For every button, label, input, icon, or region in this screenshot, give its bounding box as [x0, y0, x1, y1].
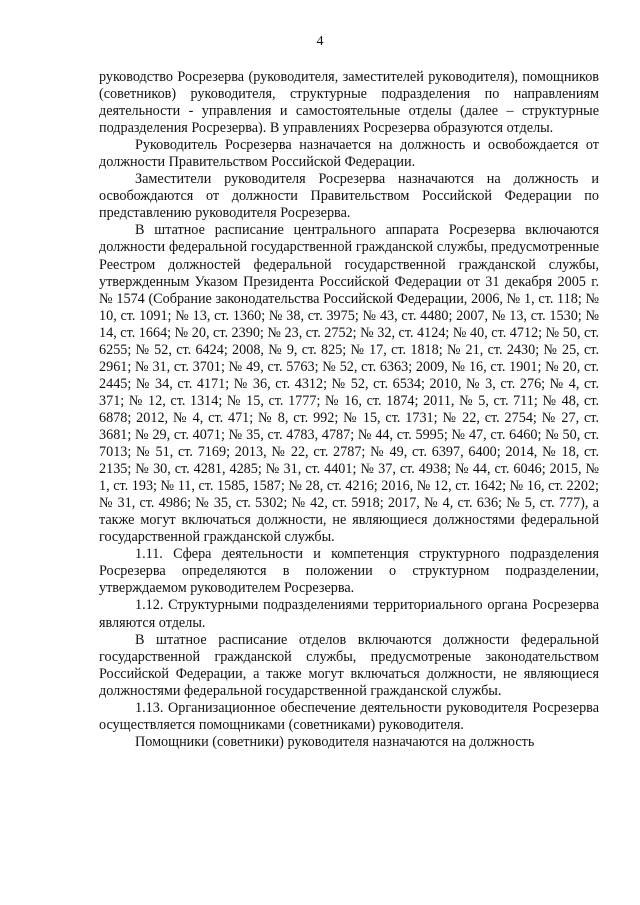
paragraph: В штатное расписание центрального аппарата Росрезерва включаются должности федеральной государственной гражданской службы, предусмотренные Реестром должностей федеральной государственной гражданской службы, утвержденным Указом Президента Российской Федерации от 31 декабря 2005 г. № 1574 (Собрание законодательства Российской Федерации, 2006, № 1, ст. 118; № 10, ст. 1091; № 13, ст. 1360; № 38, ст. 3975; № 43, ст. 4480; 2007, № 13, ст. 1530; № 14, ст. 1664; № 20, ст. 2390; № 23, ст. 2752; № 32, ст. 4124; № 40, ст. 4712; № 50, ст. 6255; № 52, ст. 6424; 2008, № 9, ст. 825; № 17, ст. 1818; № 21, ст. 2430; № 25, ст. 2961; № 31, ст. 3701; № 49, ст. 5763; № 52, ст. 6363; 2009, № 16, ст. 1901; № 20, ст. 2445; № 34, ст. 4171; № 36, ст. 4312; № 52, ст. 6534; 2010, № 3, ст. 276; № 4, ст. 371; № 12, ст. 1314; № 15, ст. 1777; № 16, ст. 1874; 2011, № 5, ст. 711; № 48, ст. 6878; 2012, № 4, ст. 471; № 8, ст. 992; № 15, ст. 1731; № 22, ст. 2754; № 27, ст. 3681; № 29, ст. 4071; № 35, ст. 4783, 4787; № 44, ст. 5995; № 47, ст. 6460; № 50, ст. 7013; № 51, ст. 7169; 2013, № 22, ст. 2787; № 49, ст. 6397, 6400; 2014, № 18, ст. 2135; № 30, ст. 4281, 4285; № 31, ст. 4401; № 37, ст. 4938; № 44, ст. 6046; 2015, № 1, ст. 193; № 11, ст. 1585, 1587; № 28, ст. 4216; 2016, № 12, ст. 1642; № 16, ст. 2202; № 31, ст. 4986; № 35, ст. 5302; № 42, ст. 5918; 2017, № 4, ст. 636; № 5, ст. 777), а также могут включаться должности, не являющиеся должностями федеральной государственной гражданской службы.: [99, 222, 600, 546]
paragraph: 1.12. Структурными подразделениями территориального органа Росрезерва являются отделы.: [99, 597, 599, 631]
paragraph: Руководитель Росрезерва назначается на должность и освобождается от должности Правительством Российской Федерации.: [99, 137, 599, 171]
paragraph: 1.11. Сфера деятельности и компетенция структурного подразделения Росрезерва определяются в положении о структурном подразделении, утверждаемом руководителем Росрезерва.: [99, 546, 599, 597]
paragraph: Помощники (советники) руководителя назначаются на должность: [135, 733, 535, 750]
page-number: 4: [316, 34, 324, 49]
paragraph: В штатное расписание отделов включаются должности федеральной государственной гражданской службы, предусмотреные законодательством Российской Федерации, а также могут включаться должности, не являющиеся должностями федеральной государственной гражданской службы.: [99, 631, 599, 699]
paragraph: Заместители руководителя Росрезерва назначаются на должность и освобождаются от должности Правительством Российской Федерации по представлению руководителя Росрезерва.: [99, 171, 599, 222]
document-body: [99, 69, 599, 751]
paragraph: руководство Росрезерва (руководителя, заместителей руководителя), помощников (советников) руководителя, структурные подразделения по направлениям деятельности - управления и самостоятельные отделы (далее – структурные подразделения Росрезерва). В управлениях Росрезерва образуются отделы.: [99, 69, 599, 137]
paragraph: 1.13. Организационное обеспечение деятельности руководителя Росрезерва осуществляется помощниками (советниками) руководителя.: [99, 699, 599, 733]
